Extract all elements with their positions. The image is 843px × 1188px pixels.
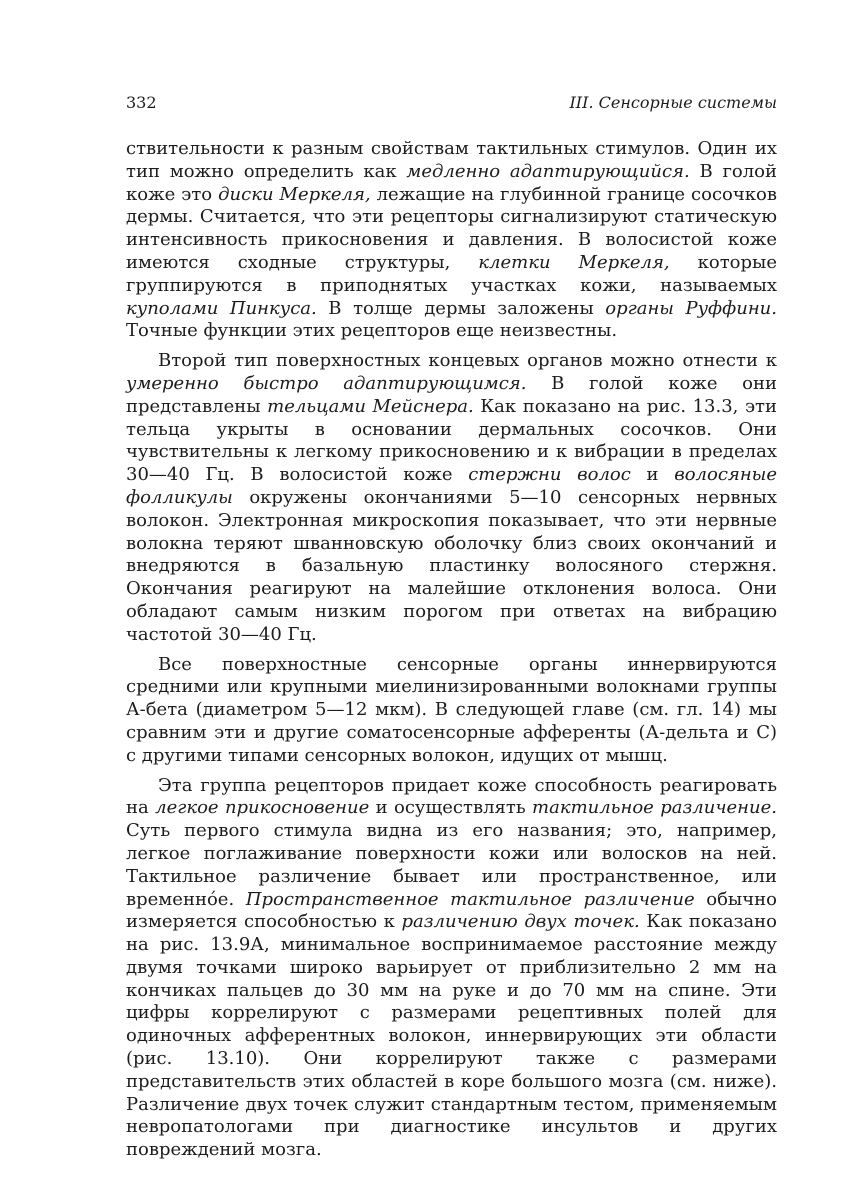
paragraph [126, 350, 777, 646]
text-run: обычно измеряется способностью к [126, 888, 777, 933]
italic-term: тактильное различение. [532, 797, 778, 819]
text-run: Все поверхностные сенсорные органы иннервируются средними или крупными миелинизированными волокнами группы А-бета (диаметром 5—12 мкм). В следующей главе (см. гл. 14) мы сравним эти и другие соматосенсорные афференты (А-дельта и С) с другими типами сенсорных волокон, идущих от мышц. [126, 653, 777, 766]
text-run: и [630, 464, 675, 486]
italic-term: волосяные фолликулы [126, 464, 777, 508]
text-run: Эта группа рецепторов придает коже способность реагировать на [126, 774, 777, 819]
text-run: Суть первого стимула видна из его названия; это, например, легкое поглаживание поверхности кожи или волосков на ней. Тактильное различение бывает или пространственное, или временно́е. [126, 820, 777, 910]
italic-term: стержни волос [468, 464, 631, 486]
italic-term: куполами Пинкуса. [126, 297, 317, 319]
italic-term: медленно адаптирующийся. [406, 160, 690, 182]
italic-term: легкое прикосновение [155, 797, 370, 819]
text-run: которые группируются в приподнятых участках кожи, называемых [126, 251, 777, 296]
italic-term: клетки Меркеля, [478, 251, 670, 273]
paragraph [126, 654, 777, 768]
text-run: Второй тип поверхностных концевых органов можно отнести к [158, 350, 777, 372]
page-number: 332 [126, 93, 157, 112]
paragraph [126, 775, 777, 1163]
text-run: лежащие на глубинной границе сосочков дермы. Считается, что эти рецепторы сигнализируют статическую интенсивность прикосновения и давления. В волосистой коже имеются сходные структуры, [126, 183, 777, 273]
text-run: В голой коже это [126, 160, 777, 205]
text-run: В толще дермы заложены [316, 297, 606, 319]
italic-term: тельцами Мейснера. [267, 395, 474, 417]
text-run: Как показано на рис. 13.9А, минимальное воспринимаемое расстояние между двумя точками широко варьирует от приблизительно 2 мм на кончиках пальцев до 30 мм на руке и до 70 мм на спине. Эти цифры коррелируют с размерами рецептивных полей для одиночных афферентных волокон, иннервирующих эти области (рис. 13.10). Они коррелируют также с размерами представительств этих областей в коре большого мозга (см. ниже). Различение двух точек служит стандартным тестом, применяемым невропатологами при диагностике инсультов и других повреждений мозга. [126, 911, 777, 1161]
text-run: Точные функции этих рецепторов еще неизвестны. [126, 320, 618, 342]
italic-term: диски Меркеля, [218, 183, 371, 205]
italic-term: различению двух точек. [401, 911, 640, 933]
text-run: В голой коже они представлены [126, 372, 778, 417]
paragraph [126, 138, 777, 343]
italic-term: умеренно быстро адаптирующимся. [126, 372, 527, 394]
text-run: окружены окончаниями 5—10 сенсорных нервных волокон. Электронная микроскопия показывает, что эти нервные волокна теряют шванновскую оболочку близ своих окончаний и внедряются в базальную пластинку волосяного стержня. Окончания реагируют на малейшие отклонения волоса. Они обладают самым низким порогом при ответах на вибрацию частотой 30—40 Гц. [126, 486, 777, 645]
text-run: и осуществлять [369, 797, 533, 819]
text-run: Как показано на рис. 13.3, эти тельца укрыты в основании дермальных сосочков. Они чувствительны к легкому прикосновению и к вибрации в пределах 30—40 Гц. В волосистой коже [126, 395, 777, 486]
italic-term: органы Руффини. [605, 297, 777, 319]
text-run: ствительности к разным свойствам тактильных стимулов. Один их тип можно определить как [126, 138, 777, 182]
page-header [126, 93, 777, 119]
running-title: III. Сенсорные системы [569, 93, 777, 112]
italic-term: Пространственное тактильное различение [245, 888, 695, 910]
body-text [126, 138, 777, 1162]
